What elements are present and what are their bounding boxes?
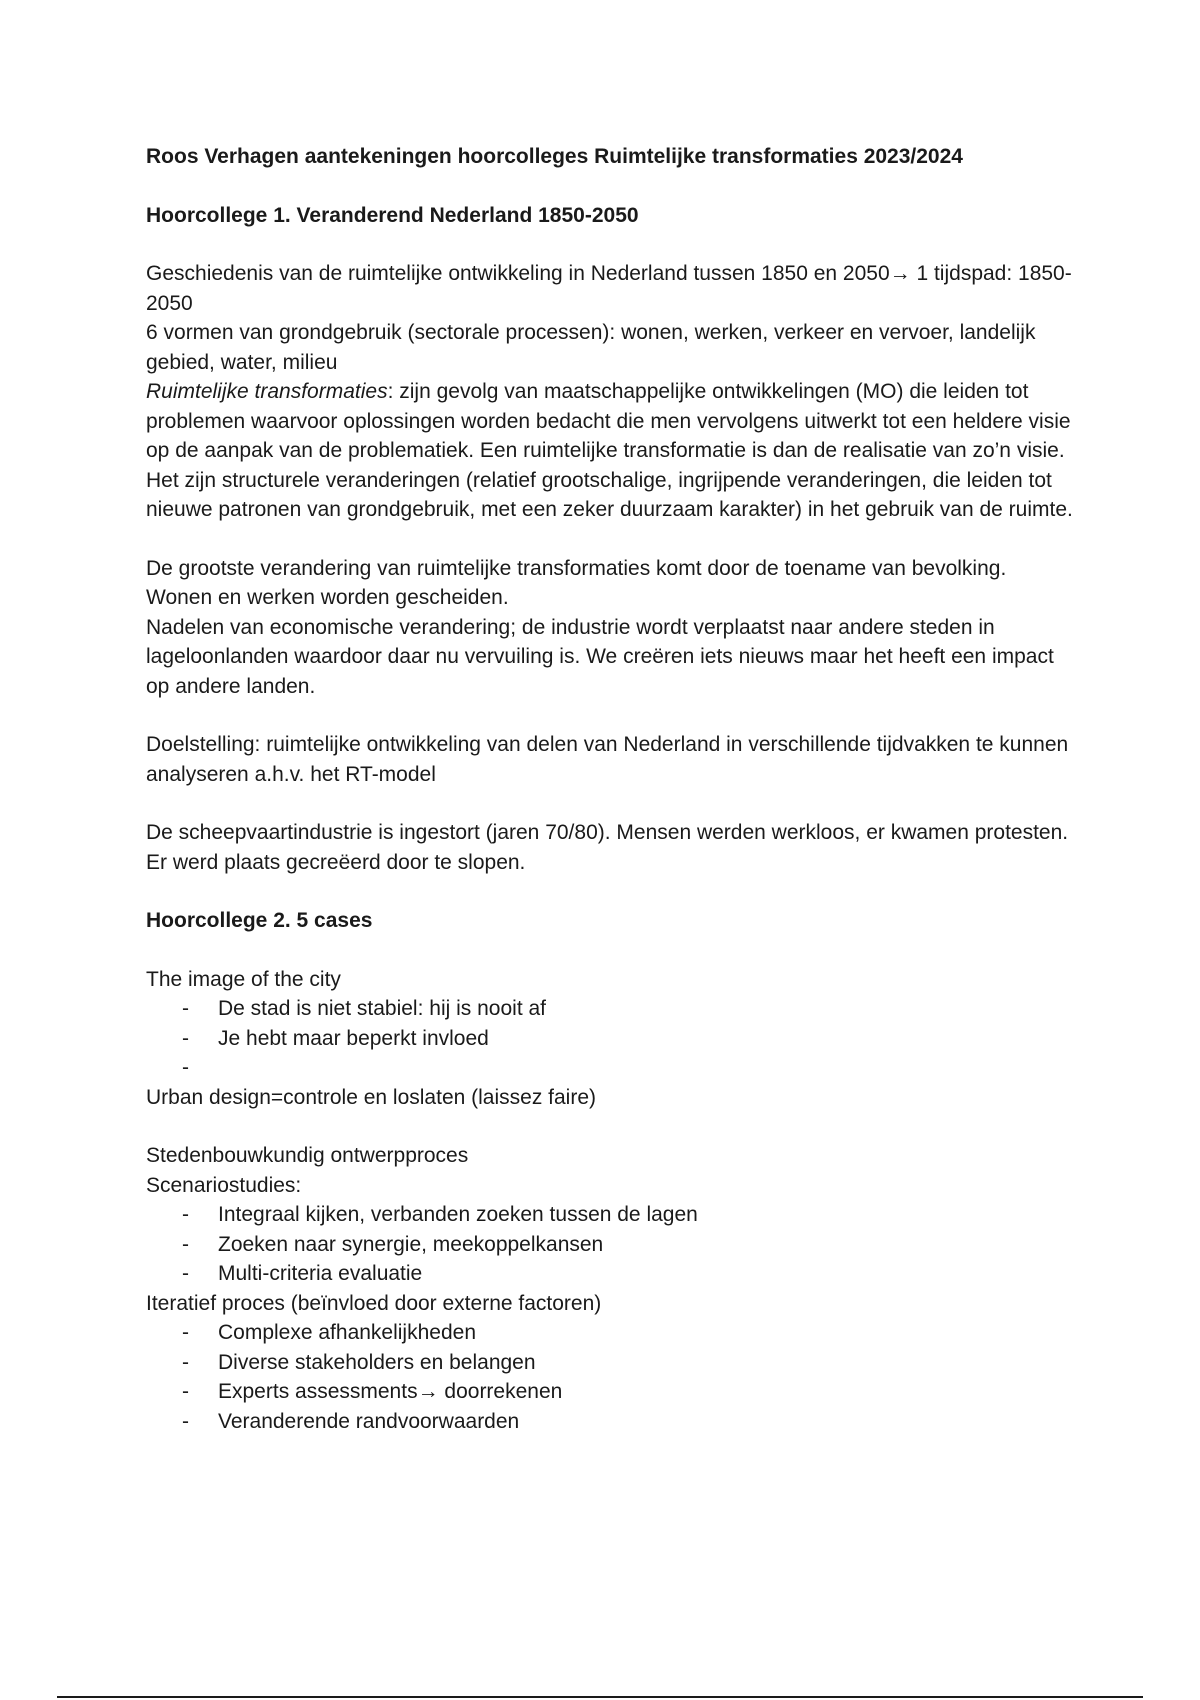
paragraph-ruimtelijke-transformaties bbox=[146, 377, 1076, 525]
page-divider bbox=[57, 1696, 1143, 1698]
section-heading-hoorcollege-2: Hoorcollege 2. 5 cases bbox=[146, 909, 373, 932]
paragraph-urban-design: Urban design=controle en loslaten (laissez faire) bbox=[146, 1085, 596, 1109]
paragraph-doelstelling: Doelstelling: ruimtelijke ontwikkeling van delen van Nederland in verschillende tijdvakken te kunnen analyseren a.h.v. het RT-model bbox=[146, 733, 1069, 786]
paragraph-iteratief-proces: Iteratief proces (beïnvloed door externe factoren) bbox=[146, 1291, 602, 1315]
paragraph-grootste-verandering: De grootste verandering van ruimtelijke transformaties komt door de toename van bevolking. bbox=[146, 556, 1007, 580]
paragraph-geschiedenis: Geschiedenis van de ruimtelijke ontwikkeling in Nederland tussen 1850 en 2050→ 1 tijdspad: 1850-2050 bbox=[146, 262, 1072, 315]
list-item: - Je hebt maar beperkt invloed bbox=[146, 1024, 1076, 1054]
paragraph-nadelen: Nadelen van economische verandering; de industrie wordt verplaatst naar andere steden in lageloonlanden waardoor daar nu vervuiling is. We creëren iets nieuws maar het heeft een impact op andere landen. bbox=[146, 615, 1054, 698]
document-page bbox=[146, 142, 1076, 1436]
city-list bbox=[146, 994, 1076, 1083]
paragraph-ontwerpproces: Stedenbouwkundig ontwerpproces bbox=[146, 1144, 469, 1167]
definition-text: : zijn gevolg van maatschappelijke ontwikkelingen (MO) die leiden tot problemen waarvoor oplossingen worden bedacht die men vervolgens uitwerkt tot een heldere visie op de aanpak van de problematiek. Een ruimtelijke transformatie is dan de realisatie van zo’n visie. Het zijn structurele veranderingen (relatief grootschalige, ingrijpende veranderingen, die leiden tot nieuwe patronen van grondgebruik, met een zeker duurzaam karakter) in het gebruik van de ruimte. bbox=[146, 380, 1073, 521]
list-item: - Multi-criteria evaluatie bbox=[146, 1259, 1076, 1289]
list-item bbox=[146, 1053, 1076, 1083]
section-heading-hoorcollege-1: Hoorcollege 1. Veranderend Nederland 1850-2050 bbox=[146, 203, 639, 227]
paragraph-image-of-city: The image of the city bbox=[146, 967, 341, 991]
list-item: - Integraal kijken, verbanden zoeken tussen de lagen bbox=[146, 1200, 1076, 1230]
list-item: - Zoeken naar synergie, meekoppelkansen bbox=[146, 1230, 1076, 1260]
iteratief-list bbox=[146, 1318, 1076, 1436]
list-item: - Experts assessments→ doorrekenen bbox=[146, 1377, 1076, 1407]
list-item: - Complexe afhankelijkheden bbox=[146, 1318, 1076, 1348]
scenario-list bbox=[146, 1200, 1076, 1289]
list-item: - De stad is niet stabiel: hij is nooit af bbox=[146, 994, 1076, 1024]
list-item: - Veranderende randvoorwaarden bbox=[146, 1407, 1076, 1437]
list-item: - Diverse stakeholders en belangen bbox=[146, 1348, 1076, 1378]
paragraph-wonen-werken: Wonen en werken worden gescheiden. bbox=[146, 586, 509, 609]
term-ruimtelijke-transformaties: Ruimtelijke transformaties bbox=[146, 380, 388, 403]
paragraph-scenariostudies: Scenariostudies: bbox=[146, 1173, 302, 1197]
document-title: Roos Verhagen aantekeningen hoorcolleges Ruimtelijke transformaties 2023/2024 bbox=[146, 145, 963, 168]
paragraph-grondgebruik: 6 vormen van grondgebruik (sectorale processen): wonen, werken, verkeer en vervoer, landelijk gebied, water, milieu bbox=[146, 321, 1036, 374]
paragraph-scheepvaart: De scheepvaartindustrie is ingestort (jaren 70/80). Mensen werden werkloos, er kwamen protesten. Er werd plaats gecreëerd door te slopen. bbox=[146, 821, 1069, 874]
